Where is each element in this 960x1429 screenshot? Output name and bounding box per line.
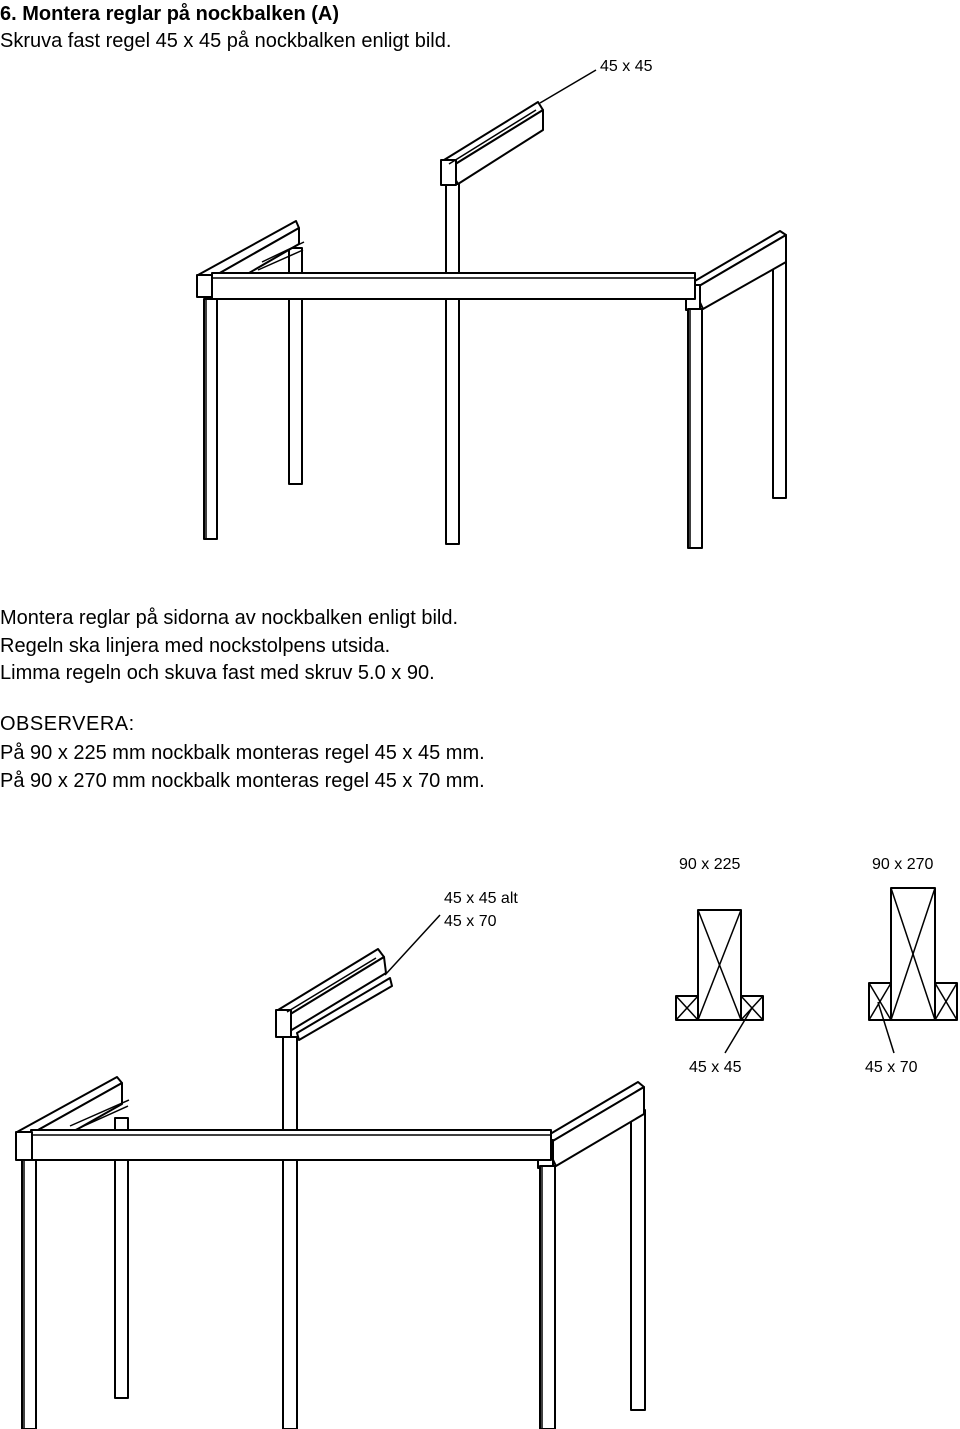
section-1-batten-label: 45 x 45: [689, 1059, 742, 1076]
note-line-2: På 90 x 270 mm nockbalk monteras regel 45 x 70 mm.: [0, 770, 485, 792]
instruction-line-3: Limma regeln och skuva fast med skruv 5.0 x 90.: [0, 662, 435, 684]
figure1-callout-label: 45 x 45: [600, 58, 653, 75]
note-line-1: På 90 x 225 mm nockbalk monteras regel 45 x 45 mm.: [0, 742, 485, 764]
cross-section-90x270: [869, 888, 957, 1053]
section-2-beam-label: 90 x 270: [872, 856, 934, 873]
figure2-callout-line1: 45 x 45 alt: [444, 890, 518, 907]
step-subtitle: Skruva fast regel 45 x 45 på nockbalken enligt bild.: [0, 30, 452, 52]
cross-section-90x225: [676, 910, 763, 1053]
figure1-frame-drawing: [197, 70, 786, 548]
page-title: 6. Montera reglar på nockbalken (A): [0, 3, 339, 25]
figure2-frame-drawing: [16, 915, 645, 1429]
instruction-line-1: Montera reglar på sidorna av nockbalken enligt bild.: [0, 607, 459, 629]
note-title: OBSERVERA:: [0, 713, 135, 735]
section-2-batten-label: 45 x 70: [865, 1059, 918, 1076]
section-1-beam-label: 90 x 225: [679, 856, 741, 873]
figure2-callout-line2: 45 x 70: [444, 913, 497, 930]
instruction-line-2: Regeln ska linjera med nockstolpens utsida.: [0, 635, 391, 657]
